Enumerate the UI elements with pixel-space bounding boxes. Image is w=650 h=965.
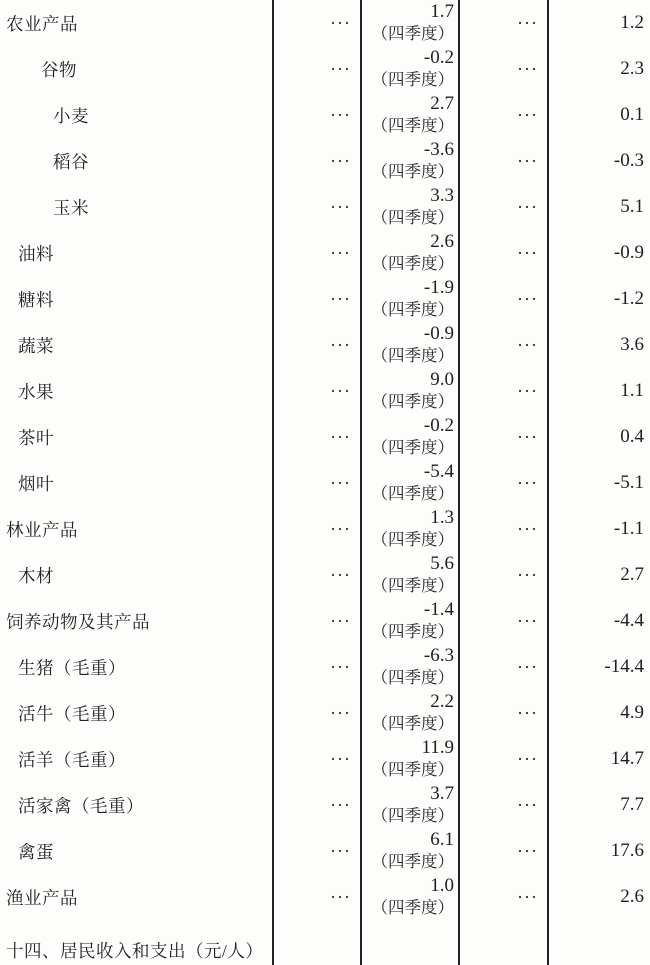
product-label: 禽蛋 [18, 841, 54, 862]
quarter-value: -0.2 [423, 47, 454, 68]
table-row-cell:生猪（毛重） [272, 644, 360, 690]
annual-value: 3.6 [620, 334, 644, 355]
annual-value: 5.1 [620, 196, 644, 217]
table-row-cell:活家禽（毛重） [360, 782, 458, 828]
table-row-cell:十四、居民收入和支出（元/人） [0, 920, 272, 965]
table-row-cell:小麦 [547, 92, 650, 138]
na-dots: ··· [330, 334, 351, 355]
quarter-value: -6.3 [423, 645, 454, 666]
table-row-cell:木材 [458, 552, 547, 598]
quarter-value: 2.7 [430, 93, 454, 114]
quarter-value: 2.6 [430, 231, 454, 252]
table-row-cell:农业产品 [458, 0, 547, 46]
table-row-cell:活牛（毛重） [547, 690, 650, 736]
na-dots: ··· [330, 380, 351, 401]
table-row-cell:糖料 [0, 276, 272, 322]
table-row-cell:烟叶 [272, 460, 360, 506]
annual-value: -0.9 [613, 242, 644, 263]
table-row-cell:十四、居民收入和支出（元/人） [458, 920, 547, 965]
quarter-period-label: （四季度） [371, 898, 454, 917]
table-row-cell:小麦 [272, 92, 360, 138]
product-label: 油料 [18, 243, 54, 264]
product-label: 玉米 [53, 197, 89, 218]
table-row-cell:稻谷 [272, 138, 360, 184]
table-row-cell:谷物 [547, 46, 650, 92]
product-label: 渔业产品 [6, 887, 78, 908]
table-row-cell:玉米 [547, 184, 650, 230]
table-row-cell:油料 [360, 230, 458, 276]
table-row-cell:十四、居民收入和支出（元/人） [272, 920, 360, 965]
na-dots: ··· [330, 472, 351, 493]
table-row-cell:木材 [360, 552, 458, 598]
table-row-cell:稻谷 [0, 138, 272, 184]
table-row-cell:油料 [458, 230, 547, 276]
quarter-value: 6.1 [430, 829, 454, 850]
quarter-period-label: （四季度） [371, 300, 454, 319]
na-dots: ··· [330, 518, 351, 539]
product-label: 活羊（毛重） [18, 749, 126, 770]
table-row-cell:水果 [360, 368, 458, 414]
quarter-value: -3.6 [423, 139, 454, 160]
na-dots: ··· [330, 12, 351, 33]
table-row-cell:油料 [547, 230, 650, 276]
quarter-period-label: （四季度） [371, 346, 454, 365]
table-row-cell:活牛（毛重） [0, 690, 272, 736]
na-dots: ··· [517, 656, 538, 677]
table-row-cell:小麦 [0, 92, 272, 138]
table-row-cell:蔬菜 [0, 322, 272, 368]
table-row-cell:活牛（毛重） [360, 690, 458, 736]
na-dots: ··· [517, 196, 538, 217]
na-dots: ··· [330, 656, 351, 677]
table-row-cell:稻谷 [360, 138, 458, 184]
table-row-cell:农业产品 [547, 0, 650, 46]
quarter-period-label: （四季度） [371, 576, 454, 595]
table-row-cell:活家禽（毛重） [0, 782, 272, 828]
product-label: 活家禽（毛重） [18, 795, 144, 816]
annual-value: -1.1 [613, 518, 644, 539]
table-row-cell:生猪（毛重） [0, 644, 272, 690]
na-dots: ··· [330, 702, 351, 723]
na-dots: ··· [517, 426, 538, 447]
table-row-cell:小麦 [458, 92, 547, 138]
table-row-cell:活羊（毛重） [0, 736, 272, 782]
product-label: 小麦 [53, 105, 89, 126]
annual-value: 2.3 [620, 58, 644, 79]
table-row-cell:蔬菜 [547, 322, 650, 368]
table-row-cell:十四、居民收入和支出（元/人） [360, 920, 458, 965]
table-row-cell:蔬菜 [360, 322, 458, 368]
table-row-cell:茶叶 [0, 414, 272, 460]
table-row-cell:茶叶 [272, 414, 360, 460]
table-row-cell:渔业产品 [547, 874, 650, 920]
na-dots: ··· [517, 564, 538, 585]
table-row-cell:玉米 [360, 184, 458, 230]
quarter-period-label: （四季度） [371, 438, 454, 457]
product-label: 饲养动物及其产品 [6, 611, 150, 632]
quarter-value: 3.3 [430, 185, 454, 206]
table-row-cell:活羊（毛重） [360, 736, 458, 782]
table-row-cell:渔业产品 [272, 874, 360, 920]
quarter-period-label: （四季度） [371, 852, 454, 871]
product-label: 稻谷 [53, 151, 89, 172]
annual-value: 1.1 [620, 380, 644, 401]
quarter-period-label: （四季度） [371, 714, 454, 733]
table-row-cell:玉米 [272, 184, 360, 230]
table-row-cell:木材 [547, 552, 650, 598]
table-row-cell:饲养动物及其产品 [458, 598, 547, 644]
quarter-value: 2.2 [430, 691, 454, 712]
quarter-value: -0.2 [423, 415, 454, 436]
table-row-cell:活牛（毛重） [272, 690, 360, 736]
table-row-cell:十四、居民收入和支出（元/人） [547, 920, 650, 965]
table-row-cell:茶叶 [360, 414, 458, 460]
na-dots: ··· [330, 288, 351, 309]
table-row-cell:烟叶 [547, 460, 650, 506]
table-row-cell:木材 [272, 552, 360, 598]
table-row-cell:渔业产品 [360, 874, 458, 920]
na-dots: ··· [330, 58, 351, 79]
table-row-cell:谷物 [458, 46, 547, 92]
table-row-cell:小麦 [360, 92, 458, 138]
table-row-cell:饲养动物及其产品 [0, 598, 272, 644]
quarter-value: 1.7 [430, 1, 454, 22]
quarter-value: 3.7 [430, 783, 454, 804]
quarter-period-label: （四季度） [371, 806, 454, 825]
na-dots: ··· [517, 12, 538, 33]
table-row-cell:活羊（毛重） [272, 736, 360, 782]
table-row-cell:谷物 [272, 46, 360, 92]
table-row-cell:烟叶 [360, 460, 458, 506]
product-label: 活牛（毛重） [18, 703, 126, 724]
table-row-cell:糖料 [458, 276, 547, 322]
table-row-cell:林业产品 [0, 506, 272, 552]
product-label: 蔬菜 [18, 335, 54, 356]
table-row-cell:饲养动物及其产品 [360, 598, 458, 644]
table-row-cell:林业产品 [458, 506, 547, 552]
quarter-period-label: （四季度） [371, 162, 454, 181]
table-row-cell:活羊（毛重） [547, 736, 650, 782]
na-dots: ··· [330, 794, 351, 815]
table-row-cell:活家禽（毛重） [547, 782, 650, 828]
table-row-cell:蔬菜 [272, 322, 360, 368]
table-row-cell:糖料 [547, 276, 650, 322]
na-dots: ··· [517, 288, 538, 309]
product-label: 林业产品 [6, 519, 78, 540]
quarter-period-label: （四季度） [371, 208, 454, 227]
table-row-cell:烟叶 [0, 460, 272, 506]
table-row-cell:活家禽（毛重） [458, 782, 547, 828]
table-row-cell:林业产品 [547, 506, 650, 552]
table-row-cell:农业产品 [0, 0, 272, 46]
product-label: 水果 [18, 381, 54, 402]
table-row-cell:油料 [272, 230, 360, 276]
annual-value: 2.7 [620, 564, 644, 585]
product-label: 烟叶 [18, 473, 54, 494]
na-dots: ··· [517, 610, 538, 631]
table-row-cell:农业产品 [360, 0, 458, 46]
annual-value: 17.6 [610, 840, 644, 861]
quarter-period-label: （四季度） [371, 24, 454, 43]
table-row-cell:渔业产品 [458, 874, 547, 920]
na-dots: ··· [517, 702, 538, 723]
annual-value: 4.9 [620, 702, 644, 723]
na-dots: ··· [517, 748, 538, 769]
table-row-cell:茶叶 [547, 414, 650, 460]
na-dots: ··· [517, 150, 538, 171]
na-dots: ··· [517, 840, 538, 861]
quarter-value: 1.3 [430, 507, 454, 528]
table-row-cell:烟叶 [458, 460, 547, 506]
table-row-cell:水果 [0, 368, 272, 414]
na-dots: ··· [330, 104, 351, 125]
table-row-cell:生猪（毛重） [547, 644, 650, 690]
product-label: 谷物 [41, 59, 77, 80]
annual-value: 14.7 [610, 748, 644, 769]
na-dots: ··· [517, 886, 538, 907]
quarter-value: -5.4 [423, 461, 454, 482]
product-label: 木材 [18, 565, 54, 586]
annual-value: -5.1 [613, 472, 644, 493]
product-label: 十四、居民收入和支出（元/人） [6, 940, 264, 961]
table-row-cell:渔业产品 [0, 874, 272, 920]
table-row-cell:油料 [0, 230, 272, 276]
table-row-cell:禽蛋 [547, 828, 650, 874]
quarter-period-label: （四季度） [371, 484, 454, 503]
table-row-cell:玉米 [458, 184, 547, 230]
table-row-cell:谷物 [0, 46, 272, 92]
table-row-cell:生猪（毛重） [458, 644, 547, 690]
annual-value: -1.2 [613, 288, 644, 309]
annual-value: 2.6 [620, 886, 644, 907]
quarter-period-label: （四季度） [371, 760, 454, 779]
na-dots: ··· [330, 426, 351, 447]
product-label: 农业产品 [6, 13, 78, 34]
table-row-cell:活牛（毛重） [458, 690, 547, 736]
na-dots: ··· [330, 242, 351, 263]
table-row-cell:水果 [547, 368, 650, 414]
table-row-cell:稻谷 [547, 138, 650, 184]
table-row-cell:茶叶 [458, 414, 547, 460]
table-row-cell:糖料 [360, 276, 458, 322]
product-label: 茶叶 [18, 427, 54, 448]
table-row-cell:禽蛋 [272, 828, 360, 874]
annual-value: 0.1 [620, 104, 644, 125]
table-row-cell:饲养动物及其产品 [547, 598, 650, 644]
table-row-cell:玉米 [0, 184, 272, 230]
quarter-period-label: （四季度） [371, 254, 454, 273]
quarter-value: 9.0 [430, 369, 454, 390]
na-dots: ··· [517, 794, 538, 815]
table-row-cell:禽蛋 [458, 828, 547, 874]
quarter-value: -0.9 [423, 323, 454, 344]
table-row-cell:活羊（毛重） [458, 736, 547, 782]
annual-value: -4.4 [613, 610, 644, 631]
na-dots: ··· [330, 610, 351, 631]
quarter-period-label: （四季度） [371, 530, 454, 549]
table-row-cell:禽蛋 [0, 828, 272, 874]
na-dots: ··· [330, 150, 351, 171]
table-row-cell:水果 [272, 368, 360, 414]
annual-value: 7.7 [620, 794, 644, 815]
na-dots: ··· [330, 564, 351, 585]
quarter-period-label: （四季度） [371, 70, 454, 89]
table-row-cell:林业产品 [272, 506, 360, 552]
table-row-cell:农业产品 [272, 0, 360, 46]
annual-value: 0.4 [620, 426, 644, 447]
na-dots: ··· [517, 472, 538, 493]
na-dots: ··· [330, 748, 351, 769]
na-dots: ··· [330, 840, 351, 861]
annual-value: 1.2 [620, 12, 644, 33]
quarter-period-label: （四季度） [371, 622, 454, 641]
quarter-period-label: （四季度） [371, 392, 454, 411]
table-row-cell:糖料 [272, 276, 360, 322]
na-dots: ··· [517, 58, 538, 79]
na-dots: ··· [330, 886, 351, 907]
table-row-cell:蔬菜 [458, 322, 547, 368]
quarter-value: 11.9 [421, 737, 454, 758]
table-row-cell:稻谷 [458, 138, 547, 184]
na-dots: ··· [517, 242, 538, 263]
table-row-cell:饲养动物及其产品 [272, 598, 360, 644]
table-row-cell:木材 [0, 552, 272, 598]
annual-value: -0.3 [613, 150, 644, 171]
table-row-cell:禽蛋 [360, 828, 458, 874]
product-label: 生猪（毛重） [18, 657, 126, 678]
table-row-cell:生猪（毛重） [360, 644, 458, 690]
na-dots: ··· [517, 380, 538, 401]
na-dots: ··· [517, 104, 538, 125]
table-row-cell:活家禽（毛重） [272, 782, 360, 828]
quarter-period-label: （四季度） [371, 116, 454, 135]
na-dots: ··· [330, 196, 351, 217]
quarter-value: 1.0 [430, 875, 454, 896]
quarter-value: -1.4 [423, 599, 454, 620]
table-row-cell:林业产品 [360, 506, 458, 552]
quarter-period-label: （四季度） [371, 668, 454, 687]
na-dots: ··· [517, 518, 538, 539]
table-row-cell:水果 [458, 368, 547, 414]
quarter-value: -1.9 [423, 277, 454, 298]
product-label: 糖料 [18, 289, 54, 310]
quarter-value: 5.6 [430, 553, 454, 574]
table-row-cell:谷物 [360, 46, 458, 92]
na-dots: ··· [517, 334, 538, 355]
annual-value: -14.4 [604, 656, 644, 677]
